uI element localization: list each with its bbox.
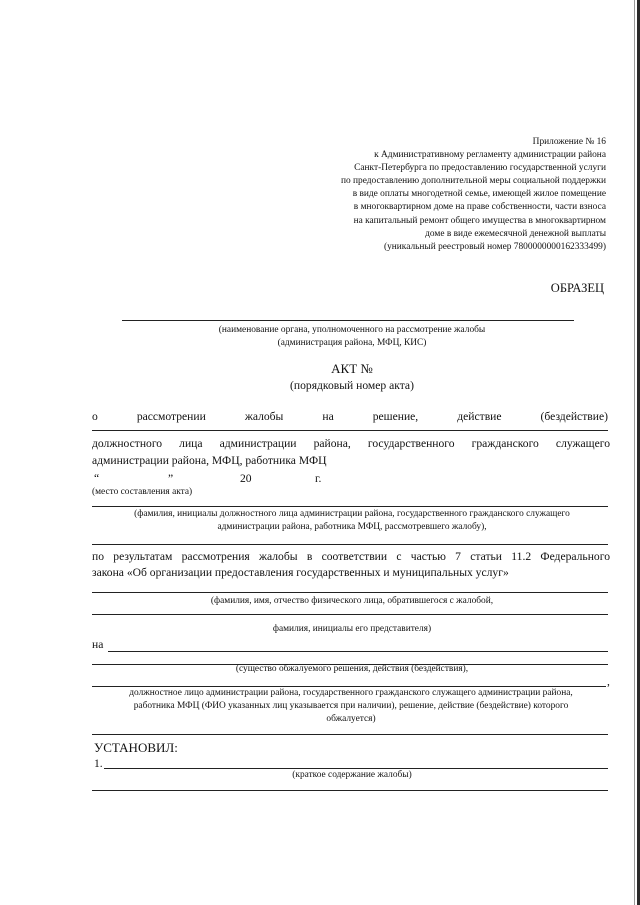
organ-caption-1: (наименование органа, уполномоченного на рассмотрение жалобы [218,325,486,335]
about-line [92,430,608,431]
appendix-line: в многоквартирном доме на праве собственности, части взноса [353,202,606,213]
representative-line [92,614,608,615]
act-title: АКТ № [331,361,373,376]
about-word: на [322,410,334,423]
summary-line [104,768,608,769]
results-line-2: закона «Об организации предоставления государственных и муниципальных услуг» [92,566,509,579]
summary-line-2 [92,790,608,791]
reviewer-caption-2: администрации района, работника МФЦ, рассмотревшего жалобу), [217,522,487,532]
about-word: (бездействие) [540,410,608,423]
date-quote-open: “ [94,472,100,485]
organ-name-line [122,320,574,321]
appendix-line: к Административному регламенту администрации района [374,150,606,161]
official-line-1: должностного лица администрации района, государственного гражданского служащего [92,437,610,450]
summary-caption: (краткое содержание жалобы) [292,770,412,780]
reviewer-line [92,506,608,507]
item-number: 1. [94,757,103,770]
essence-caption: (существо обжалуемого решения, действия (бездействия), [235,664,469,674]
reviewer-line-2 [92,544,608,545]
appendix-line: по предоставлению дополнительной меры социальной поддержки [340,176,606,187]
organ-caption-2: (администрация района, МФЦ, КИС) [277,338,427,348]
appendix-line: Приложение № 16 [532,137,606,147]
appealed-caption-1: должностное лицо администрации района, государственного гражданского служащего администрации района, [129,688,573,698]
applicant-caption: (фамилия, имя, отчество физического лица, обратившегося с жалобой, [210,596,494,606]
date-quote-close: ” [168,472,174,485]
about-complaint-row [92,410,608,423]
act-subtitle: (порядковый номер акта) [290,379,414,392]
scan-edge-shadow [634,0,635,905]
appealed-line [92,734,608,735]
reviewer-caption-1: (фамилия, инициалы должностного лица администрации района, государственного гражданского служащего [134,509,570,519]
on-label: на [92,638,104,651]
representative-caption: фамилия, инициалы его представителя) [272,624,432,634]
appendix-header [276,136,606,254]
about-word: о [92,410,98,423]
official-line-2: администрации района, МФЦ, работника МФЦ [92,454,327,467]
appendix-line: Санкт-Петербурга по предоставлению государственной услуги [354,163,606,174]
sample-label: ОБРАЗЕЦ [550,281,604,295]
about-word: рассмотрении [136,410,206,423]
about-word: решение, [372,410,419,423]
appendix-line: на капитальный ремонт общего имущества в многоквартирном [353,215,606,226]
about-word: действие [457,410,502,423]
appealed-caption-2: работника МФЦ (ФИО указанных лиц указывается при наличии), решение, действие (бездействие) которого [133,701,569,711]
results-line-1: по результатам рассмотрения жалобы в соответствии с частью 7 статьи 11.2 Федерального [92,550,610,563]
established-heading: УСТАНОВИЛ: [94,740,178,755]
appendix-line: доме в виде ежемесячной денежной выплаты [425,228,606,239]
appendix-line: (уникальный реестровый номер 7800000000162333499) [383,241,606,252]
on-line [108,651,608,652]
date-year-prefix: 20 [240,472,252,485]
essence-comma: , [607,675,610,688]
place-caption: (место составления акта) [92,487,193,497]
appendix-line: в виде оплаты многодетной семье, имеющей жилое помещение [352,189,606,200]
essence-line [92,686,606,687]
date-year-suffix: г. [315,472,322,485]
appealed-caption-3: обжалуется) [326,714,376,724]
applicant-line [92,592,608,593]
about-word: жалобы [244,410,284,423]
